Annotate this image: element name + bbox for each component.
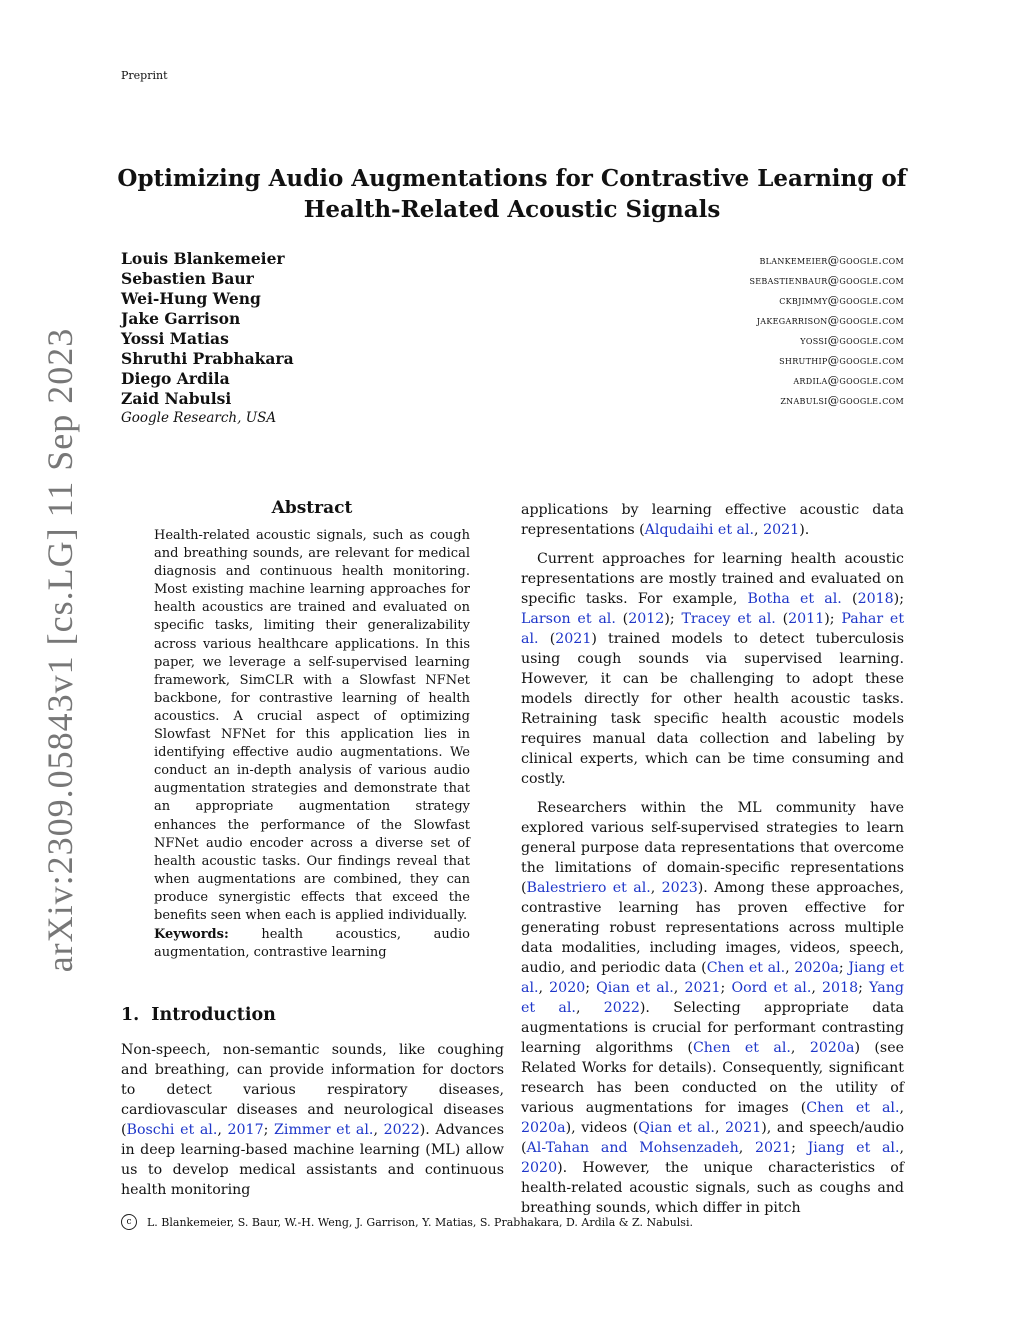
citation-link[interactable]: Chen et al. xyxy=(806,1100,900,1116)
copyright-icon: c xyxy=(121,1214,137,1230)
abstract-body xyxy=(154,527,470,962)
citation-link[interactable]: 2020a xyxy=(809,1040,855,1056)
text-run: applications by learning effective acoustic data representations ( xyxy=(521,502,904,538)
intro-right-column xyxy=(521,500,904,1227)
author-email[interactable]: jakegarrison@google.com xyxy=(756,313,904,327)
author-name: Louis Blankemeier xyxy=(121,249,285,268)
copyright-footer xyxy=(121,1214,693,1230)
text-run: , xyxy=(899,1140,904,1156)
citation-link[interactable]: 2021 xyxy=(725,1120,762,1136)
author-name: Yossi Matias xyxy=(121,329,229,348)
citation-link[interactable]: Jiang et al. xyxy=(521,960,904,996)
title-line-1: Optimizing Audio Augmentations for Contrastive Learning of xyxy=(117,165,907,192)
abstract-heading: Abstract xyxy=(271,498,353,518)
citation-link[interactable]: 2023 xyxy=(661,880,698,896)
text-run: , xyxy=(899,1100,904,1116)
citation-link[interactable]: 2012 xyxy=(628,611,665,627)
author-row xyxy=(121,309,904,329)
affiliation: Google Research, USA xyxy=(121,410,277,426)
text-run: ( xyxy=(538,631,556,647)
section-heading-introduction xyxy=(121,1005,276,1025)
text-run: ). Advances in deep learning-based machine learning (ML) allow us to develop medical assistants and continuous health monitoring xyxy=(121,1122,504,1198)
citation-link[interactable]: Oord et al. xyxy=(731,980,812,996)
citation-link[interactable]: 2021 xyxy=(755,1140,792,1156)
text-run: , xyxy=(790,1040,810,1056)
citation-link[interactable]: 2020 xyxy=(521,1160,558,1176)
citation-link[interactable]: 2022 xyxy=(383,1122,420,1138)
preprint-label: Preprint xyxy=(121,69,168,82)
text-run: , xyxy=(738,1140,755,1156)
text-run: ( xyxy=(841,591,858,607)
title-line-2: Health-Related Acoustic Signals xyxy=(303,196,721,223)
citation-link[interactable]: Chen et al. xyxy=(692,1040,791,1056)
citation-link[interactable]: Botha et al. xyxy=(747,591,842,607)
author-row xyxy=(121,369,904,389)
text-run: , xyxy=(785,960,795,976)
citation-link[interactable]: 2018 xyxy=(822,980,859,996)
author-email[interactable]: znabulsi@google.com xyxy=(780,393,904,407)
citation-link[interactable]: 2021 xyxy=(555,631,592,647)
citation-link[interactable]: Larson et al. xyxy=(521,611,616,627)
text-run: , xyxy=(217,1122,228,1138)
author-email[interactable]: blankemeier@google.com xyxy=(759,253,904,267)
text-run: , xyxy=(811,980,822,996)
author-email[interactable]: yossi@google.com xyxy=(800,333,904,347)
citation-link[interactable]: Zimmer et al. xyxy=(274,1122,374,1138)
author-email[interactable]: shruthip@google.com xyxy=(779,353,904,367)
keywords xyxy=(154,926,470,962)
citation-link[interactable]: 2021 xyxy=(763,522,800,538)
text-run: , xyxy=(373,1122,384,1138)
author-name: Shruthi Prabhakara xyxy=(121,349,294,368)
text-run: ). However, the unique characteristics of health-related acoustic signals, such as coughs and breathing sounds, which differ in pitch xyxy=(521,1160,904,1216)
author-name: Jake Garrison xyxy=(121,309,241,328)
author-email[interactable]: ckbjimmy@google.com xyxy=(779,293,904,307)
author-row xyxy=(121,269,904,289)
paragraph xyxy=(521,500,904,540)
text-run: Researchers within the ML community have explored various self-supervised strategies to learn general purpose data representations that overcome the limitations of domain-specific representations ( xyxy=(521,800,904,896)
citation-link[interactable]: Jiang et al. xyxy=(807,1140,900,1156)
author-name: Diego Ardila xyxy=(121,369,230,388)
intro-left-column xyxy=(121,1040,504,1200)
paragraph xyxy=(121,1040,504,1200)
citation-link[interactable]: 2020 xyxy=(549,980,586,996)
citation-link[interactable]: Alqudaihi et al. xyxy=(644,522,755,538)
author-row xyxy=(121,389,904,409)
text-run: ). Selecting appropriate data augmentations is crucial for performant contrasting learning algorithms ( xyxy=(521,1000,904,1056)
text-run: , xyxy=(754,522,764,538)
text-run: ; xyxy=(720,980,732,996)
text-run: ; xyxy=(585,980,597,996)
citation-link[interactable]: Chen et al. xyxy=(706,960,786,976)
author-name: Zaid Nabulsi xyxy=(121,389,232,408)
text-run: ; xyxy=(838,960,849,976)
text-run: , xyxy=(575,1000,604,1016)
text-run: , xyxy=(650,880,662,896)
author-name: Sebastien Baur xyxy=(121,269,254,288)
text-run: ), and speech/audio ( xyxy=(521,1120,904,1156)
author-name: Wei-Hung Weng xyxy=(121,289,261,308)
keywords-text: health acoustics, audio augmentation, contrastive learning xyxy=(154,927,470,961)
text-run: ). xyxy=(799,522,810,538)
citation-link[interactable]: Pahar et al. xyxy=(521,611,905,647)
citation-link[interactable]: 2018 xyxy=(857,591,894,607)
abstract-text: Health-related acoustic signals, such as cough and breathing sounds, are relevant for medical diagnosis and continuous health monitoring. Most existing machine learning approaches for health acoustics are trained and evaluated on specific tasks, limiting their generalizability across various healthcare applications. In this paper, we leverage a self-supervised learning framework, SimCLR with a Slowfast NFNet backbone, for contrastive learning of health acoustics. A crucial aspect of optimizing Slowfast NFNet for this application lies in identifying effective audio augmentations. We conduct an in-depth analysis of various audio augmentation strategies and demonstrate that an appropriate augmentation strategy enhances the performance of the Slowfast NFNet audio encoder across a diverse set of health acoustic tasks. Our findings reveal that when augmentations are combined, they can produce synergistic effects that exceed the benefits seen when each is applied individually. xyxy=(154,528,470,923)
citation-link[interactable]: 2021 xyxy=(684,980,721,996)
footer-text: L. Blankemeier, S. Baur, W.-H. Weng, J. Garrison, Y. Matias, S. Prabhakara, D. Ardila & Z. Nabulsi. xyxy=(147,1215,693,1229)
text-run: ) trained models to detect tuberculosis using cough sounds via supervised learning. However, it can be challenging to adopt these models directly for other health acoustic tasks. Retraining task specific health acoustic models requires manual data collection and labeling by clinical experts, which can be time consuming and costly. xyxy=(521,631,904,787)
text-run: ; xyxy=(263,1122,275,1138)
citation-link[interactable]: Qian et al. xyxy=(596,980,674,996)
text-run: ( xyxy=(775,611,789,627)
citation-link[interactable]: Yang et al. xyxy=(521,980,904,1016)
text-run: Current approaches for learning health acoustic representations are mostly trained and evaluated on specific tasks. For example, xyxy=(521,551,904,607)
text-run: , xyxy=(538,980,550,996)
author-row xyxy=(121,329,904,349)
citation-link[interactable]: Balestriero et al. xyxy=(526,880,651,896)
text-run: , xyxy=(714,1120,726,1136)
paragraph xyxy=(521,549,904,789)
author-row xyxy=(121,289,904,309)
text-run: ) (see Related Works for details). Consequently, significant research has been conducted on the utility of various augmentations for images ( xyxy=(521,1040,904,1116)
citation-link[interactable]: 2017 xyxy=(227,1122,264,1138)
citation-link[interactable]: 2020a xyxy=(794,960,839,976)
author-email[interactable]: ardila@google.com xyxy=(793,373,904,387)
text-run: , xyxy=(673,980,685,996)
text-run: ; xyxy=(858,980,870,996)
text-run: ); xyxy=(664,611,682,627)
author-row xyxy=(121,349,904,369)
text-run: ; xyxy=(791,1140,808,1156)
text-run: ), videos ( xyxy=(565,1120,639,1136)
text-run: ); xyxy=(893,591,904,607)
text-run: ). Among these approaches, contrastive learning has proven effective for generating robust representations across multiple data modalities, including images, videos, speech, audio, and periodic data ( xyxy=(521,880,904,976)
text-run: ( xyxy=(615,611,629,627)
citation-link[interactable]: 2022 xyxy=(603,1000,640,1016)
section-number: 1. xyxy=(121,1005,140,1025)
text-run: ); xyxy=(824,611,842,627)
section-title: Introduction xyxy=(151,1005,276,1025)
author-row xyxy=(121,249,904,269)
citation-link[interactable]: Boschi et al. xyxy=(126,1122,218,1138)
text-run: Non-speech, non-semantic sounds, like coughing and breathing, can provide information for doctors to detect various respiratory diseases, cardiovascular diseases and neurological diseases ( xyxy=(121,1042,504,1138)
citation-link[interactable]: 2020a xyxy=(521,1120,566,1136)
author-email[interactable]: sebastienbaur@google.com xyxy=(749,273,904,287)
citation-link[interactable]: Al-Tahan and Mohsenzadeh xyxy=(526,1140,739,1156)
paragraph xyxy=(521,798,904,1218)
keywords-label: Keywords: xyxy=(154,927,229,943)
paper-title xyxy=(110,163,914,225)
citation-link[interactable]: Qian et al. xyxy=(638,1120,715,1136)
arxiv-identifier: arXiv:2309.05843v1 [cs.LG] 11 Sep 2023 xyxy=(40,327,80,973)
citation-link[interactable]: 2011 xyxy=(788,611,825,627)
author-list xyxy=(121,249,904,426)
citation-link[interactable]: Tracey et al. xyxy=(681,611,776,627)
